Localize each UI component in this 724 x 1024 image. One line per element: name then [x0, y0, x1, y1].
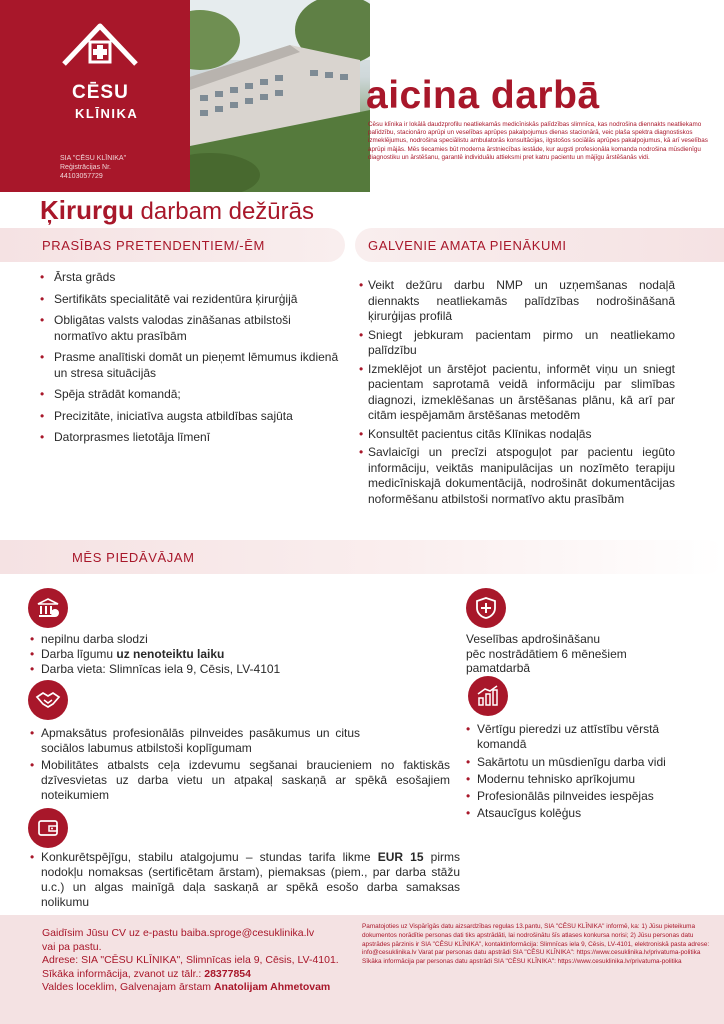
list-item: • Ārsta grāds — [40, 270, 345, 286]
person-name: Anatolijam Ahmetovam — [213, 981, 331, 993]
job-title — [40, 195, 314, 226]
offer-block-4 — [466, 722, 701, 822]
offer-block-2 — [466, 632, 696, 676]
duties-title: GALVENIE AMATA PIENĀKUMI — [368, 238, 567, 253]
list-item: • Obligātas valsts valodas zināšanas atbilstoši normatīvo aktu prasībām — [40, 313, 345, 344]
list-item: • Mobilitātes atbalsts ceļa izdevumu segšanai braucieniem no faktiskās dzīvesvietas uz darba vietu un atpakaļ saskaņā ar spēkā esošajiem noteikumiem — [30, 758, 450, 803]
intro-text: Cēsu klīnika ir lokālā daudzprofilu neatliekamās medicīniskās palīdzības slimnīca, kas nodrošina diennakts neatliekamo palīdzību, stacionāro aprūpi un veselības aprūpes pakalpojumus dienas stacionārā, veic plaša spektra diagnostiskos izmeklējumus, nodrošina speciālistu ambulatorās konsultācijas, ilgstošos sociālās aprūpes pakalpojumus, kā arī veselības aprūpi mājās. Mēs tiecamies būt moderna ārstniecības iestāde, kur augsti profesionāla komanda nodrošina mūsdienīgu diagnostiku un ārstēšanu, garantē individuālu attieksmi pret katru pacientu un mājīgu ārstēšanās vidi. — [368, 121, 708, 161]
wallet-icon — [28, 808, 68, 848]
privacy-notice: Pamatojoties uz Vispārīgās datu aizsardzības regulas 13.pantu, SIA "CĒSU KLĪNIKA" informē, ka: 1) Jūsu pieteikuma dokumentos norādītie personas dati tiks apstrādāti, lai nodrošinātu šīs atlases konkursa norisi; 2) Jūsu personas datu apstrādes pārzinis ir SIA "CĒSU KLĪNIKA", kontaktinformācija: Slimnīcas iela 9, Cēsis, LV-4101, elektroniskā pasta adrese: info@cesuklinika.lv Varat par personas datu apstrādi SIA "CĒSU KLĪNIKA": https://www.cesuklinika.lv/privatuma-politika Sīkāka informācija par personas datu apstrādi SIA "CĒSU KLĪNIKA": https://www.cesuklinika.lv/privatuma-politika — [362, 923, 710, 966]
list-item: • Savlaicīgi un precīzi atspoguļot par pacientu iegūto informāciju, veiktās manipulācijas un nozīmēto terapiju medicīniskajā dokumentācijā, nodrošināt dokumentācijas noformēšanu atbilstoši normatīvo aktu prasībām — [359, 445, 675, 507]
list-item: • Atsaucīgus kolēģus — [466, 805, 701, 822]
reg-label: Reģistrācijas Nr. — [60, 164, 111, 171]
offer-block-1 — [30, 632, 360, 677]
person-role: Valdes loceklim, Galvenajam ārstam — [42, 981, 214, 993]
list-item: • Precizitāte, iniciatīva augsta atbildības sajūta — [40, 409, 345, 425]
headline: aicina darbā — [366, 74, 600, 117]
contract-label: Darba līgumu — [41, 647, 117, 661]
salary-rate: EUR 15 — [377, 850, 424, 864]
job-title-main: Ķirurgu — [40, 195, 134, 225]
offer-block-5 — [30, 850, 460, 910]
offer-block-3 — [30, 726, 450, 803]
contact-address-line: Adrese: SIA "CĒSU KLĪNIKA", Slimnīcas iela 9, Cēsis, LV-4101. — [42, 954, 339, 966]
bank-icon — [28, 588, 68, 628]
shield-plus-icon — [466, 588, 506, 628]
salary-text: Konkurētspējīgu, stabilu atalgojumu – stundas tarifa likme — [41, 850, 378, 864]
registration-info — [60, 154, 170, 181]
logo-text-cesu: CĒSU — [72, 82, 129, 103]
logo-text-klinika: KLĪNIKA — [75, 106, 139, 121]
handshake-icon — [28, 680, 68, 720]
salary-text-rest: pirms nodokļu nomaksas (sertificētam ārstam), piemaksas (piem., par darba stāžu u.c.) un algas mainīgā daļa saskaņā ar spēkā esošo darba samaksas nolikumu — [41, 850, 460, 909]
list-item: • Sniegt jebkuram pacientam pirmo un neatliekamo palīdzību — [359, 328, 675, 359]
list-item: • Izmeklējot un ārstējot pacientu, informēt viņu un sniegt pacientam saprotamā veidā informāciju par slimības diagnozi, izmeklēšanas un ārstēšanas plānu, kā arī par citām iespējamām ārstēšanas metodēm — [359, 362, 675, 424]
list-item: • Spēja strādāt komandā; — [40, 387, 345, 403]
reg-company: SIA "CĒSU KLĪNIKA" — [60, 155, 127, 162]
requirements-title: PRASĪBAS PRETENDENTIEM/-ĒM — [42, 238, 265, 253]
phone-number: 28377854 — [204, 967, 251, 980]
list-item: • Profesionālās pilnveides iespējas — [466, 788, 701, 805]
insurance-line: pamatdarbā — [466, 661, 531, 675]
hospital-photo — [170, 0, 370, 192]
job-title-rest: darbam dežūrās — [133, 198, 314, 225]
contact-person-line — [42, 981, 352, 995]
contact-email-line: Gaidīsim Jūsu CV uz e-pastu baiba.sproge@cesuklinika.lv — [42, 927, 315, 939]
list-item: • nepilnu darba slodzi — [30, 632, 360, 647]
list-item: • Sertifikāts specialitātē vai rezidentūra ķirurģijā — [40, 292, 345, 308]
contact-phone-line — [42, 968, 352, 982]
contact-info — [42, 927, 352, 995]
list-item — [30, 850, 460, 910]
list-item: • Apmaksātus profesionālās pilnveides pasākumus un citus sociālos labumus atbilstoši koplīgumam — [30, 726, 360, 756]
duties-list — [359, 278, 675, 510]
clinic-logo-icon — [60, 20, 140, 82]
contract-term: uz nenoteiktu laiku — [116, 647, 225, 661]
insurance-line: Veselības apdrošināšanu — [466, 632, 601, 646]
insurance-line: pēc nostrādātiem 6 mēnešiem — [466, 646, 627, 661]
contact-post-line: vai pa pastu. — [42, 940, 102, 953]
list-item: • Modernu tehnisko aprīkojumu — [466, 771, 701, 788]
list-item: • Sakārtotu un mūsdienīgu darba vidi — [466, 754, 701, 771]
list-item: • Veikt dežūru darbu NMP un uzņemšanas nodaļā diennakts neatliekamās palīdzības nodrošināšanā ķirurģijas profilā — [359, 278, 675, 325]
offer-title: MĒS PIEDĀVĀJAM — [72, 550, 195, 565]
requirements-list — [40, 270, 345, 452]
list-item: • Darba vieta: Slimnīcas iela 9, Cēsis, LV-4101 — [30, 662, 360, 677]
reg-number: 44103057729 — [60, 173, 103, 180]
phone-label: Sīkāka informācija, zvanot uz tālr.: — [42, 967, 205, 980]
list-item: • Prasme analītiski domāt un pieņemt lēmumus ikdienā un stresa situācijās — [40, 350, 345, 381]
growth-chart-icon — [468, 676, 508, 716]
list-item: • Datorprasmes lietotāja līmenī — [40, 430, 345, 446]
header — [0, 0, 724, 192]
list-item — [30, 647, 360, 662]
list-item: • Konsultēt pacientus citās Klīnikas nodaļās — [359, 427, 675, 443]
list-item: • Vērtīgu pieredzi uz attīstību vērstā komandā — [466, 722, 701, 752]
